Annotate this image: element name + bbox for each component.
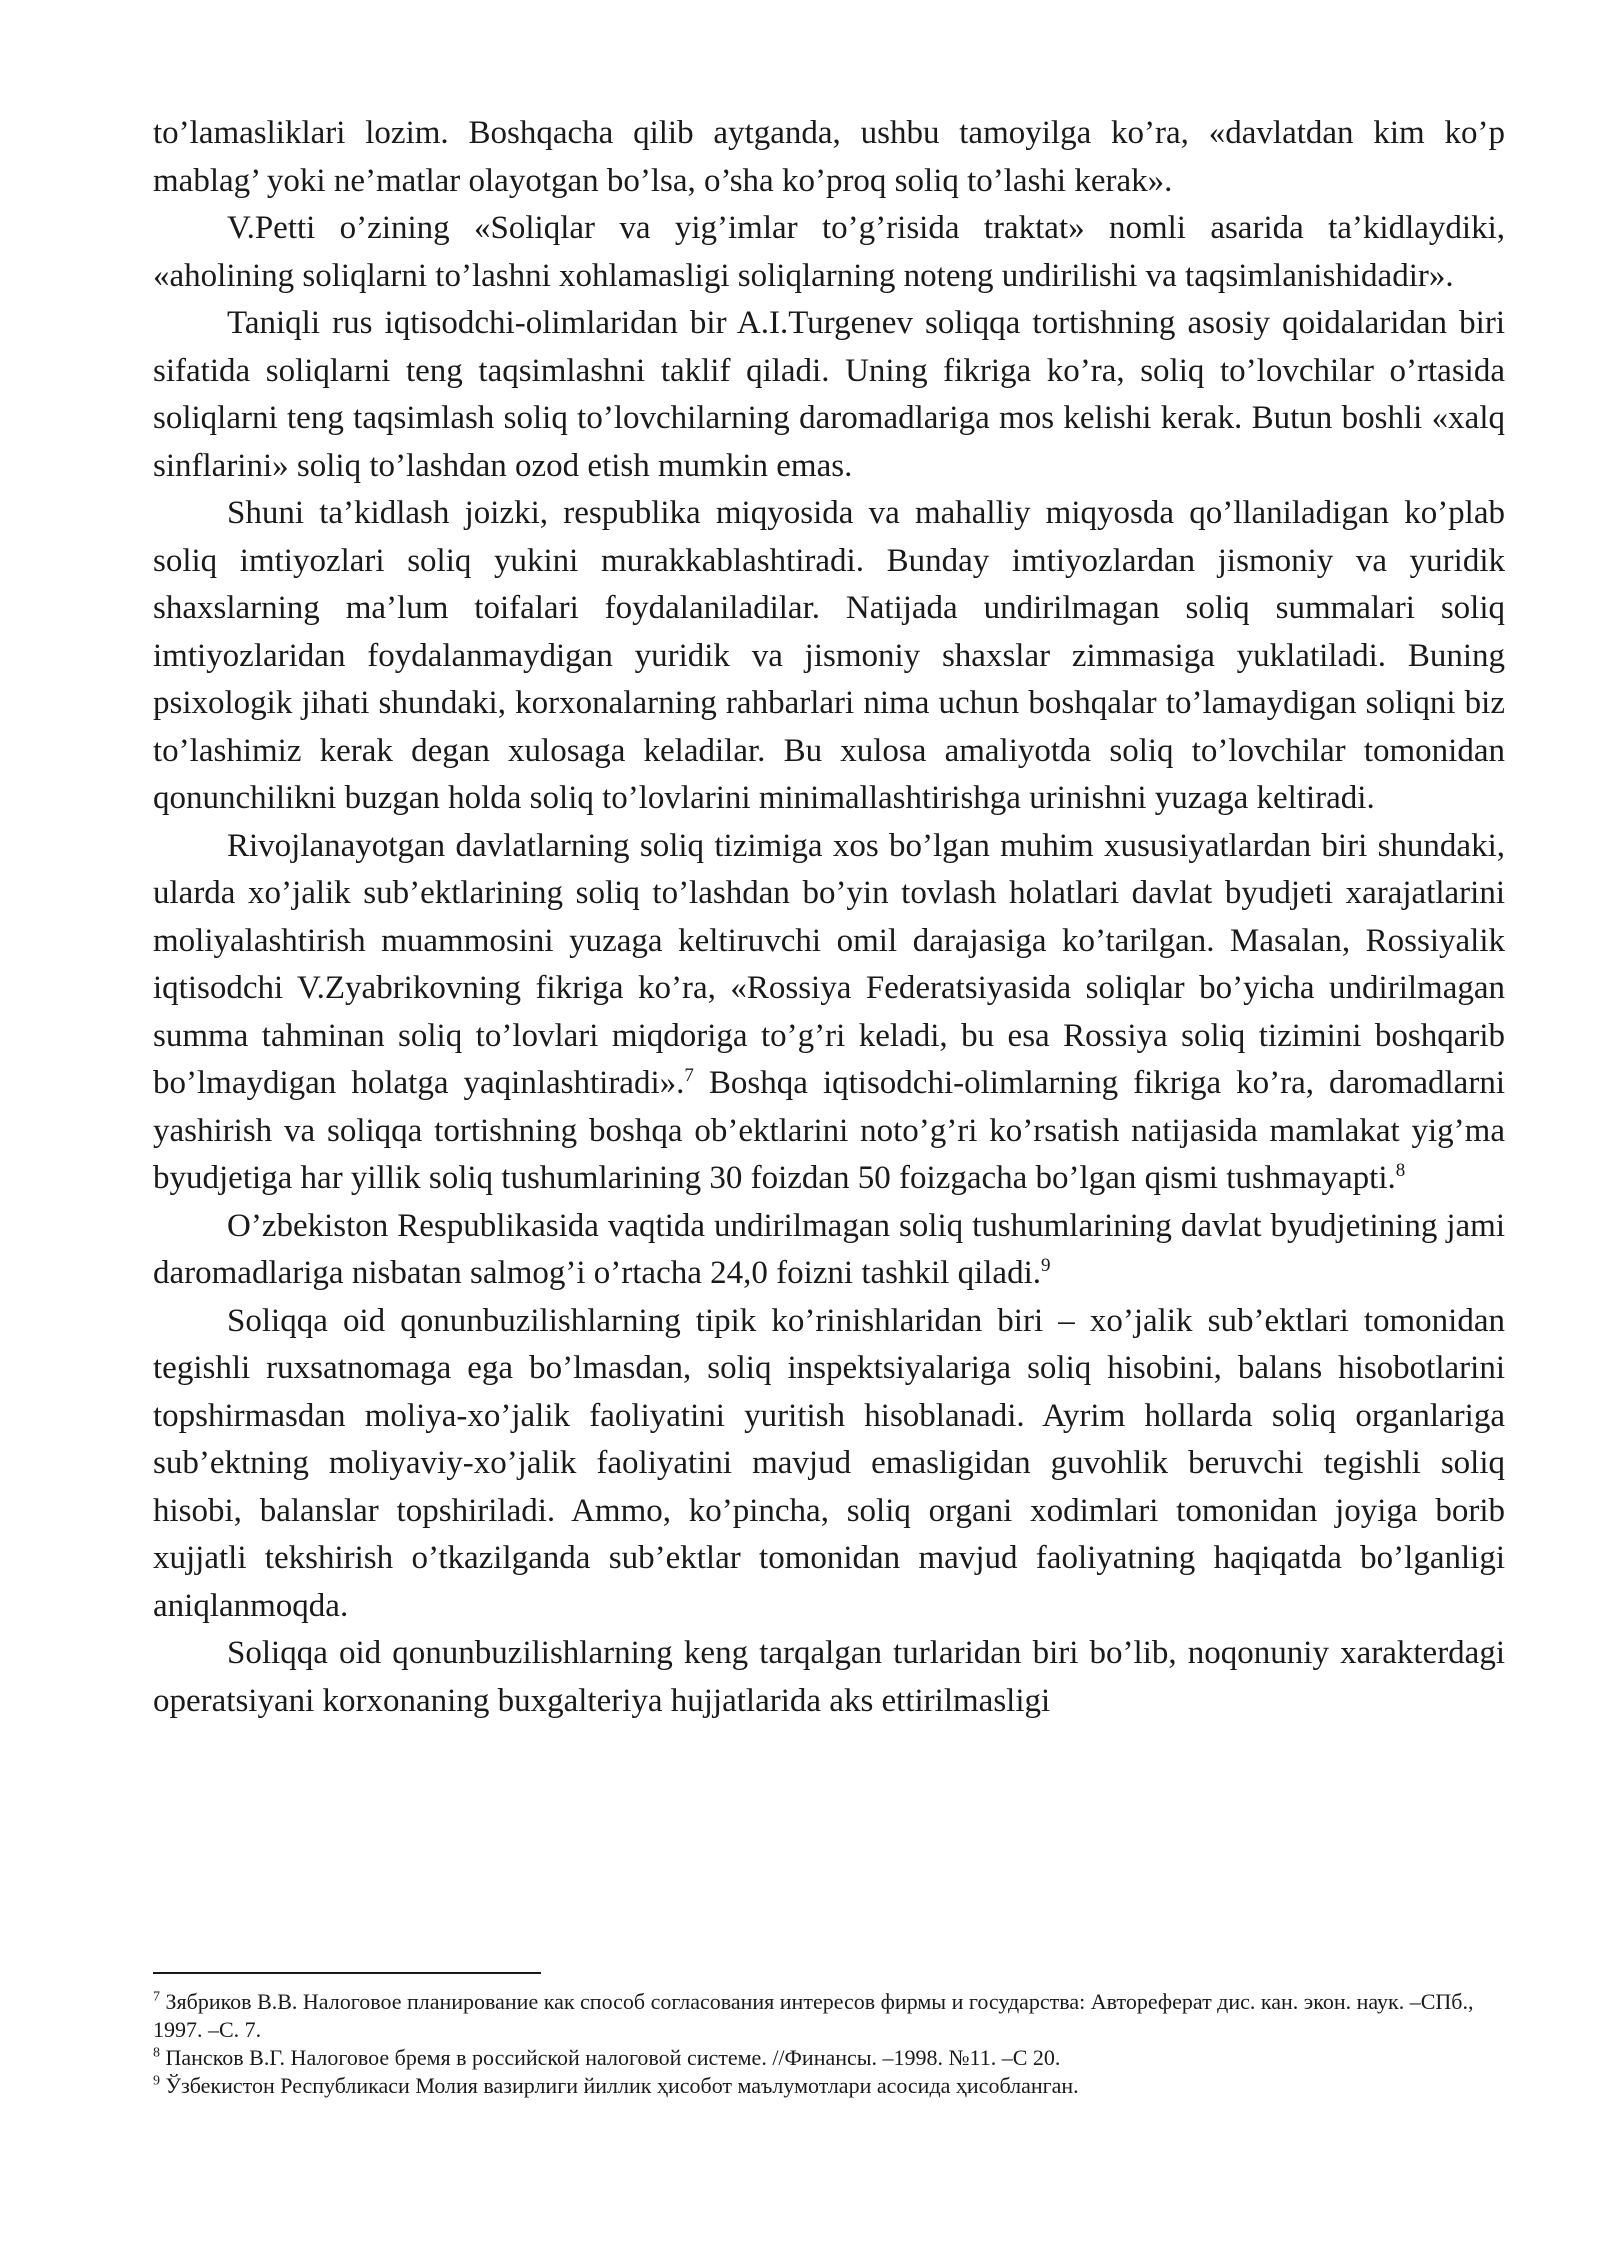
paragraph — [153, 110, 1505, 205]
footnotes-section — [153, 1972, 1505, 2100]
document-page — [153, 110, 1505, 1725]
footnote-ref[interactable]: 8 — [1395, 1160, 1406, 1181]
paragraph-text: Soliqqa oid qonunbuzilishlarning keng tarqalgan turlaridan biri bo’lib, noqonuniy xarakterdagi operatsiyani korxonaning buxgalteriya hujjatlarida aks ettirilmasligi — [153, 1635, 1505, 1719]
paragraph-text: Taniqli rus iqtisodchi-olimlaridan bir A.I.Turgenev soliqqa tortishning asosiy qoidalaridan biri sifatida soliqlarni teng taqsimlashni taklif qiladi. Uning fikriga ko’ra, soliq to’lovchilar o’rtasida soliqlarni teng taqsimlash soliq to’lovchilarning daromadlariga mos kelishi kerak. Butun boshli «xalq sinflarini» soliq to’lashdan ozod etish mumkin emas. — [153, 305, 1505, 484]
paragraph — [153, 300, 1505, 490]
paragraph-text: O’zbekiston Respublikasida vaqtida undirilmagan soliq tushumlarining davlat byudjetining jami daromadlariga nisbatan salmog’i o’rtacha 24,0 foizni tashkil qiladi. — [153, 1207, 1505, 1291]
paragraph — [153, 205, 1505, 300]
paragraph — [153, 823, 1505, 1203]
footnote — [153, 2072, 1505, 2100]
paragraph-text: Soliqqa oid qonunbuzilishlarning tipik ko’rinishlaridan biri – xo’jalik sub’ektlari tomonidan tegishli ruxsatnomaga ega bo’lmasdan, soliq inspektsiyalariga soliq hisobini, balans hisobotlarini topshirmasdan moliya-xo’jalik faoliyatini yuritish hisoblanadi. Ayrim hollarda soliq organlariga sub’ektning moliyaviy-xo’jalik faoliyatini mavjud emasligidan guvohlik beruvchi tegishli soliq hisobi, balanslar topshiriladi. Ammo, ko’pincha, soliq organi xodimlari tomonidan joyiga borib xujjatli tekshirish o’tkazilganda sub’ektlar tomonidan mavjud faoliyatning haqiqatda bo’lganligi aniqlanmoqda. — [153, 1302, 1505, 1624]
paragraph-text: to’lamasliklari lozim. Boshqacha qilib aytganda, ushbu tamoyilga ko’ra, «davlatdan kim ko’p mablag’ yoki ne’matlar olayotgan bo’lsa, o’sha ko’proq soliq to’lashi kerak». — [153, 115, 1505, 199]
footnote-number: 7 — [153, 1989, 160, 2005]
footnote — [153, 1988, 1505, 2044]
footnote-number: 8 — [153, 2045, 160, 2061]
footnote-number: 9 — [153, 2073, 160, 2089]
footnote-text: Ўзбекистон Республикаси Молия вазирлиги йиллик ҳисобот маълумотлари асосида ҳисобланган. — [165, 2073, 1079, 2098]
paragraph — [153, 1630, 1505, 1725]
footnote-ref[interactable]: 9 — [1041, 1255, 1051, 1276]
footnote-divider — [153, 1972, 541, 1974]
footnote — [153, 2044, 1505, 2072]
footnote-text: Пансков В.Г. Налоговое бремя в российской налоговой системе. //Финансы. –1998. №11. –С 20. — [165, 2045, 1061, 2070]
footnote-text: Зябриков В.В. Налоговое планирование как способ согласования интересов фирмы и государства: Автореферат дис. кан. экон. наук. –СПб., 1997. –С. 7. — [153, 1989, 1474, 2042]
paragraph-text: V.Petti o’zining «Soliqlar va yig’imlar to’g’risida traktat» nomli asarida ta’kidlaydiki, «aholining soliqlarni to’lashni xohlamasligi soliqlarning noteng undirilishi va taqsimlanishidadir». — [153, 210, 1505, 294]
paragraph-text: Boshqa iqtisodchi-olimlarning fikriga ko’ra, daromadlarni yashirish va soliqqa tortishning boshqa ob’ektlarini noto’g’ri ko’rsatish natijasida mamlakat yig’ma byudjetiga har yillik soliq tushumlarining 30 foizdan 50 foizgacha bo’lgan qismi tushmayapti. — [153, 1065, 1505, 1196]
paragraph — [153, 1298, 1505, 1631]
paragraph-text: Shuni ta’kidlash joizki, respublika miqyosida va mahalliy miqyosda qo’llaniladigan ko’plab soliq imtiyozlari soliq yukini murakkablashtiradi. Bunday imtiyozlardan jismoniy va yuridik shaxslarning ma’lum toifalari foydalaniladilar. Natijada undirilmagan soliq summalari soliq imtiyozlaridan foydalanmaydigan yuridik va jismoniy shaxslar zimmasiga yuklatiladi. Buning psixologik jihati shundaki, korxonalarning rahbarlari nima uchun boshqalar to’lamaydigan soliqni biz to’lashimiz kerak degan xulosaga keladilar. Bu xulosa amaliyotda soliq to’lovchilar tomonidan qonunchilikni buzgan holda soliq to’lovlarini minimallashtirishga urinishni yuzaga keltiradi. — [153, 495, 1505, 816]
paragraph-text: Rivojlanayotgan davlatlarning soliq tizimiga xos bo’lgan muhim xususiyatlardan biri shundaki, ularda xo’jalik sub’ektlarining soliq to’lashdan bo’yin tovlash holatlari davlat byudjeti xarajatlarini moliyalashtirish muammosini yuzaga keltiruvchi omil darajasiga ko’tarilgan. Masalan, Rossiyalik iqtisodchi V.Zyabrikovning fikriga ko’ra, «Rossiya Federatsiyasida soliqlar bo’yicha undirilmagan summa tahminan soliq to’lovlari miqdoriga to’g’ri keladi, bu esa Rossiya soliq tizimini boshqarib bo’lmaydigan holatga yaqinlashtiradi». — [153, 827, 1505, 1101]
paragraph — [153, 1203, 1505, 1298]
paragraph — [153, 490, 1505, 823]
document-body — [153, 110, 1505, 1725]
footnote-ref[interactable]: 7 — [684, 1065, 694, 1086]
